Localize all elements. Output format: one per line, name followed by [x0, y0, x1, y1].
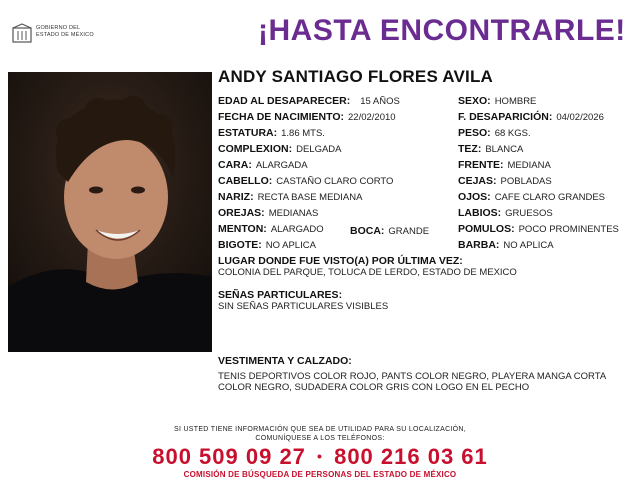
logo-line-2: ESTADO DE MÉXICO: [36, 32, 94, 38]
contact-info-line-2: COMUNÍQUESE A LOS TELÉFONOS:: [255, 435, 385, 442]
field-value: 68 KGS.: [494, 128, 531, 139]
clothing-line-1: TENIS DEPORTIVOS COLOR ROJO, PANTS COLOR NEGRO, PLAYERA MANGA CORTA: [218, 371, 607, 382]
field-label: OREJAS:: [218, 207, 265, 219]
distinguishing-marks-text: SIN SEÑAS PARTICULARES VISIBLES: [218, 301, 389, 312]
distinguishing-marks-section: [218, 289, 388, 312]
field-value: RECTA BASE MEDIANA: [257, 192, 363, 203]
field-value: 1.86 MTS.: [281, 128, 325, 139]
field-value: ALARGADA: [255, 160, 308, 171]
logo-line-1: GOBIERNO DEL: [36, 25, 81, 31]
field-value: DELGADA: [296, 144, 342, 155]
clothing-title: VESTIMENTA Y CALZADO:: [218, 355, 352, 367]
clothing-section: [218, 355, 606, 393]
field-orejas: [218, 207, 318, 219]
field-value: CAFE CLARO GRANDES: [494, 192, 606, 203]
last-seen-title: LUGAR DONDE FUE VISTO(A) POR ÚLTIMA VEZ:: [218, 255, 463, 267]
phone-number-1[interactable]: 800 509 09 27: [152, 444, 306, 469]
field-label: NARIZ:: [218, 191, 254, 203]
missing-person-photo: [8, 72, 212, 352]
portrait-image: [8, 72, 212, 352]
field-label: BARBA:: [458, 239, 500, 251]
last-seen-section: [218, 255, 517, 278]
field-value: 15 AÑOS: [360, 96, 400, 107]
field-value: GRUESOS: [505, 208, 553, 219]
field-label: BIGOTE:: [218, 239, 262, 251]
field-label: CABELLO:: [218, 175, 273, 187]
field-label: OJOS:: [458, 191, 491, 203]
field-label: F. DESAPARICIÓN:: [458, 111, 553, 123]
field-label: MENTON:: [218, 223, 267, 235]
field-bigote: [218, 239, 316, 251]
field-label: BOCA:: [350, 225, 385, 237]
separator-dot: •: [317, 448, 323, 464]
field-label: FECHA DE NACIMIENTO:: [218, 111, 344, 123]
field-boca: [350, 225, 429, 237]
field-value: BLANCA: [485, 144, 524, 155]
field-fecha-nacimiento: [218, 111, 396, 123]
field-value: MEDIANA: [507, 160, 551, 171]
field-cabello: [218, 175, 393, 187]
field-value: CASTAÑO CLARO CORTO: [276, 176, 394, 187]
field-label: SEXO:: [458, 95, 491, 107]
field-value: POCO PROMINENTES: [518, 224, 619, 235]
field-estatura: [218, 127, 325, 139]
field-fecha-desaparicion: [458, 111, 604, 123]
contact-info-line-1: SI USTED TIENE INFORMACIÓN QUE SEA DE UTILIDAD PARA SU LOCALIZACIÓN,: [173, 426, 467, 433]
field-label: ESTATURA:: [218, 127, 278, 139]
field-label: CARA:: [218, 159, 252, 171]
field-label: LABIOS:: [458, 207, 502, 219]
field-value: NO APLICA: [503, 240, 554, 251]
field-barba: [458, 239, 554, 251]
field-value: MEDIANAS: [268, 208, 319, 219]
field-edad: [218, 95, 400, 107]
field-value: ALARGADO: [270, 224, 324, 235]
field-label: CEJAS:: [458, 175, 497, 187]
headline: ¡HASTA ENCONTRARLE!: [258, 14, 626, 47]
logo-text: [36, 25, 94, 39]
field-label: EDAD AL DESAPARECER:: [218, 95, 351, 107]
last-seen-text: COLONIA DEL PARQUE, TOLUCA DE LERDO, ESTADO DE MEXICO: [218, 267, 517, 278]
field-value: POBLADAS: [500, 176, 552, 187]
distinguishing-marks-title: SEÑAS PARTICULARES:: [218, 289, 343, 301]
field-label: TEZ:: [458, 143, 482, 155]
field-pomulos: [458, 223, 619, 235]
field-cejas: [458, 175, 552, 187]
field-labios: [458, 207, 553, 219]
field-label: COMPLEXION:: [218, 143, 293, 155]
field-value: NO APLICA: [265, 240, 316, 251]
field-value: 04/02/2026: [556, 112, 604, 123]
field-value: 22/02/2010: [348, 112, 396, 123]
field-label: POMULOS:: [458, 223, 515, 235]
footer-commission: COMISIÓN DE BÚSQUEDA DE PERSONAS DEL ESTADO DE MÉXICO: [183, 470, 457, 479]
clothing-line-2: COLOR NEGRO, SUDADERA COLOR GRIS CON LOGO EN EL PECHO: [218, 382, 530, 393]
field-value: GRANDE: [388, 226, 430, 237]
field-ojos: [458, 191, 605, 203]
field-tez: [458, 143, 523, 155]
field-peso: [458, 127, 531, 139]
field-menton: [218, 223, 324, 235]
state-seal-icon: [10, 22, 34, 46]
field-value: HOMBRE: [494, 96, 537, 107]
field-complexion: [218, 143, 342, 155]
field-label: FRENTE:: [458, 159, 504, 171]
phone-number-2[interactable]: 800 216 03 61: [334, 444, 488, 469]
field-label: PESO:: [458, 127, 491, 139]
field-nariz: [218, 191, 362, 203]
contact-info: [0, 425, 640, 443]
field-frente: [458, 159, 551, 171]
person-name: ANDY SANTIAGO FLORES AVILA: [218, 67, 494, 86]
phone-numbers: [0, 444, 640, 470]
field-cara: [218, 159, 308, 171]
field-sexo: [458, 95, 536, 107]
